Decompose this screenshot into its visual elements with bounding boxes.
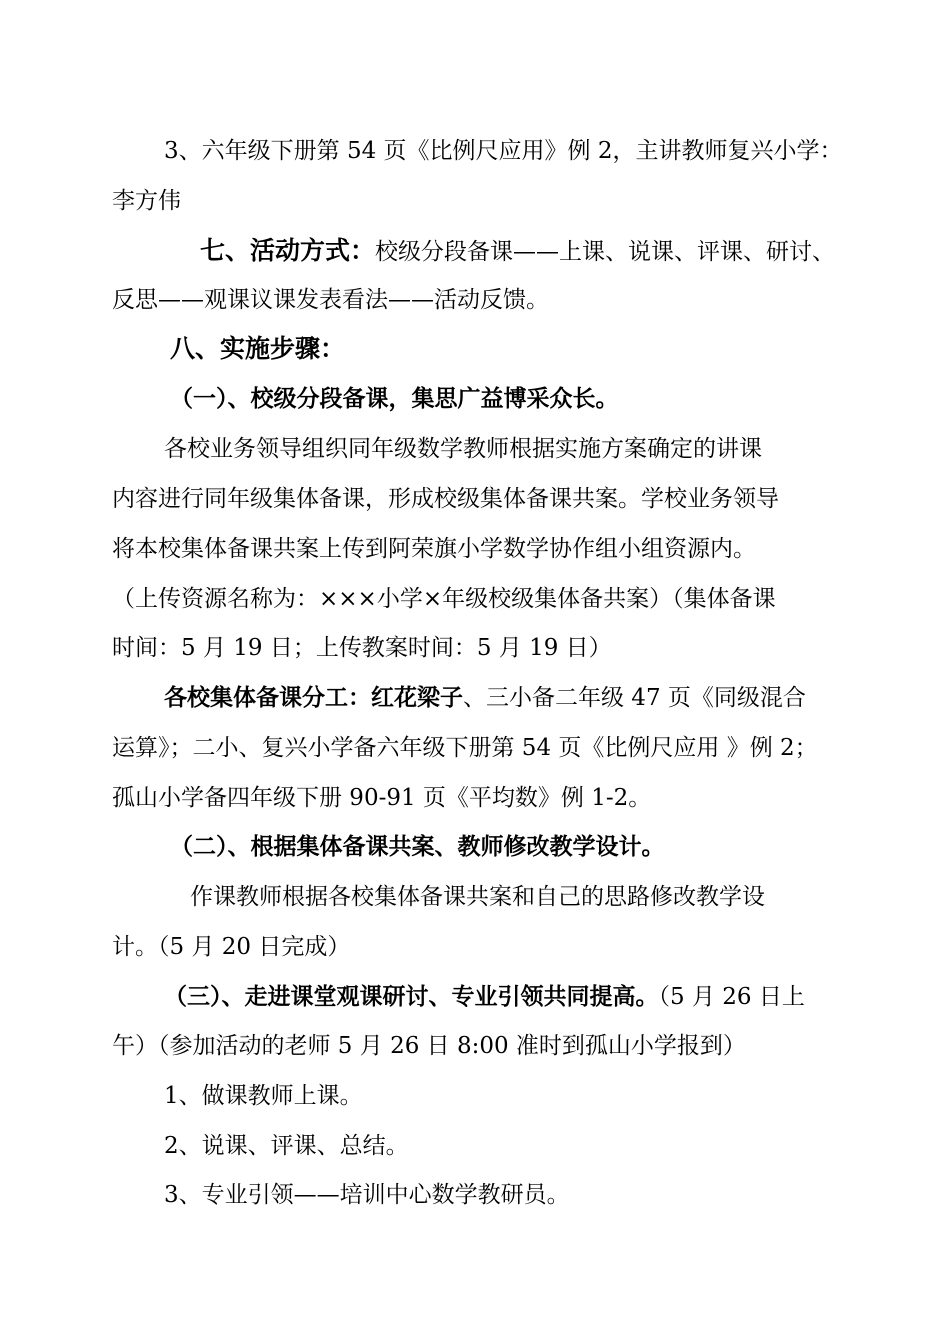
step-2-heading: （二）、根据集体备课共案、教师修改教学设计。	[170, 833, 665, 860]
section-7-text: 校级分段备课——上课、说课、评课、研讨、	[375, 239, 836, 265]
step-1-para-line4: （上传资源名称为：×××小学×年级校级集体备共案）（集体备课	[112, 586, 776, 612]
division-heading: 各校集体备课分工：红花梁子	[164, 684, 463, 711]
section-7-heading: 七、活动方式：	[200, 236, 376, 265]
section-8-heading: 八、实施步骤：	[170, 334, 346, 363]
step-3-heading: （三）、走进课堂观课研讨、专业引领共同提高。	[164, 983, 659, 1010]
section-7-line2: 反思——观课议课发表看法——活动反馈。	[112, 287, 549, 313]
step-3-item-1: 1、做课教师上课。	[164, 1083, 363, 1109]
division-line3: 孤山小学备四年级下册 90-91 页《平均数》例 1-2。	[112, 785, 652, 811]
step-1-heading: （一）、校级分段备课，集思广益博采众长。	[170, 385, 619, 412]
step-1-para-line2: 内容进行同年级集体备课，形成校级集体备课共案。学校业务领导	[112, 486, 779, 512]
step-1-para-line3: 将本校集体备课共案上传到阿荣旗小学数学协作组小组资源内。	[112, 536, 756, 562]
step-3-line2: 午）（参加活动的老师 5 月 26 日 8:00 准时到孤山小学报到）	[112, 1033, 746, 1059]
step-1-para-line1: 各校业务领导组织同年级数学教师根据实施方案确定的讲课	[164, 436, 762, 462]
para-lesson3-line1: 3、六年级下册第 54 页《比例尺应用》例 2，主讲教师复兴小学：	[164, 138, 843, 164]
division-line2: 运算》；二小、复兴小学备六年级下册第 54 页《比例尺应用 》例 2；	[112, 735, 818, 761]
step-3-item-2: 2、说课、评课、总结。	[164, 1133, 409, 1159]
step-3-date: （5 月 26 日上	[658, 984, 805, 1010]
para-lesson3-line2: 李方伟	[112, 188, 181, 214]
section-7-line1	[200, 236, 835, 266]
step-2-para-line2: 计。（5 月 20 日完成）	[112, 934, 351, 960]
step-3-line1	[164, 982, 805, 1012]
step-1-para-line5: 时间：5 月 19 日；上传教案时间：5 月 19 日）	[112, 635, 612, 661]
step-3-item-3: 3、专业引领——培训中心数学教研员。	[164, 1182, 570, 1208]
step-2-para-line1: 作课教师根据各校集体备课共案和自己的思路修改教学设	[190, 884, 765, 910]
division-text: 、三小备二年级 47 页《同级混合	[463, 685, 806, 711]
division-line1	[164, 683, 806, 713]
